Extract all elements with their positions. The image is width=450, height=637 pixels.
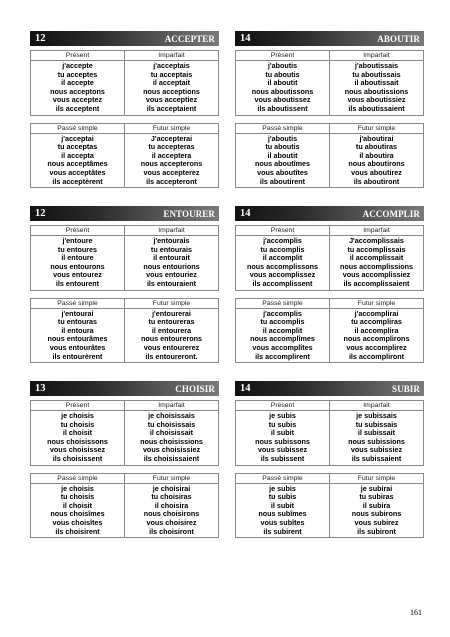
conjugated-form: vous accepterez [143,167,200,177]
conjugated-form: ils choisissent [52,453,103,463]
conjugated-form: ils choisissaient [143,453,200,463]
tense-label: Présent [236,51,329,61]
conjugated-form: j'aboutirai [359,133,394,143]
conjugated-form: il accomplissait [349,253,404,263]
conjugated-form: vous accomplissez [249,270,316,280]
conjugated-form: ils subirent [263,526,302,536]
conjugated-form: ils accompliront [348,351,405,361]
conjugated-form: je choisis [61,411,94,420]
conjugated-form: vous choisirez [146,517,197,527]
tense-table [30,400,219,466]
conjugated-form: nous accomplissions [339,261,414,271]
conjugated-form: nous entourâmes [47,334,108,344]
conjugated-form: tu accompliras [351,317,402,327]
conjugated-form: il choisit [62,500,93,510]
tense-column [30,473,125,539]
conjugated-form: ils accomplirent [255,351,310,361]
tense-column [330,123,424,189]
conjugated-form: nous entourons [50,261,105,271]
conjugated-form: nous aboutîmes [254,159,311,169]
tense-column [30,123,125,189]
conjugated-form: j'entourai [61,308,94,318]
conjugated-form: j'aboutis [267,133,298,143]
conjugated-form: tu subis [268,419,297,429]
conjugated-form: nous accomplîmes [250,334,315,344]
conjugated-form: ils subissaient [351,453,402,463]
verb-title: ABOUTIR [377,33,420,44]
tense-table [235,123,424,189]
tense-table [235,50,424,116]
conjugated-form: nous accepterons [140,159,203,169]
tense-column [30,50,125,116]
conjugated-form: tu accepteras [148,142,195,152]
tense-column [235,123,330,189]
verb-header [30,31,219,46]
conjugated-form: vous aboutîtes [257,167,308,177]
conjugated-form: nous entourions [143,261,200,271]
conjugated-form: vous accomplissiez [342,270,411,280]
verb-title: ACCEPTER [164,33,215,44]
conjugated-form: j'acceptais [153,61,190,70]
conjugated-form: il accomplira [354,325,399,335]
conjugated-form: ils entoureront. [145,351,198,361]
conjugated-form: vous entouriez [146,270,197,280]
conjugated-form: ils aboutissent [257,103,308,113]
tense-column [235,400,330,466]
conjugated-form: tu acceptais [150,69,193,79]
conjugated-form: vous subirez [354,517,399,527]
conjugated-form: il entourera [151,325,192,335]
conjugated-form: vous acceptiez [145,95,198,105]
conjugated-form: vous accomplîtes [252,342,313,352]
conjugated-form: j'accomplirai [354,308,399,318]
verb-card [30,206,219,373]
conjugated-form: il choisit [62,428,93,438]
tense-label: Futur simple [125,474,218,484]
conjugated-form: nous accomplirons [343,334,410,344]
tense-column [30,400,125,466]
verb-group-number: 14 [240,208,251,219]
conjugated-form: j'entoure [62,236,93,245]
conjugated-form: il accomplit [262,325,303,335]
conjugated-form: je choisirai [152,483,191,493]
conjugated-form: ils subissent [260,453,305,463]
conjugated-form: ils acceptaient [146,103,197,113]
verb-group-number: 14 [240,383,251,394]
conjugated-form: vous aboutirez [351,167,402,177]
verb-group-number: 13 [35,383,46,394]
tense-column [125,225,219,291]
conjugated-form: il subira [362,500,391,510]
tense-column [125,298,219,364]
tense-label: Présent [236,401,329,411]
tense-table [235,473,424,539]
conjugated-form: il aboutira [359,150,394,160]
conjugated-form: J'accomplissais [349,236,404,245]
conjugated-form: ils entouraient [146,278,197,288]
verb-header [235,31,424,46]
conjugated-form: ils aboutissaient [348,103,405,113]
conjugated-form: vous choisîtes [52,517,103,527]
verb-title: SUBIR [391,383,420,394]
conjugated-form: tu choisis [60,492,95,502]
conjugated-form: tu choisis [60,419,95,429]
conjugated-form: ils acceptent [55,103,100,113]
conjugated-form: tu acceptas [57,142,98,152]
tense-column [125,123,219,189]
conjugated-form: ils aboutiront [353,176,400,186]
verb-title: ACCOMPLIR [362,208,420,219]
conjugated-form: ils subiront [357,526,396,536]
tense-column [330,400,424,466]
conjugated-form: ils entourèrent [52,351,103,361]
conjugated-form: vous accomplirez [346,342,407,352]
conjugated-form: il aboutissait [354,78,399,88]
conjugated-form: nous acceptons [50,86,105,96]
conjugated-form: j'accomplis [263,236,302,245]
tense-label: Passé simple [31,474,124,484]
verb-header [30,381,219,396]
conjugated-form: tu acceptes [57,69,98,79]
conjugated-form: il entoure [61,253,94,263]
conjugated-form: nous acceptions [143,86,200,96]
conjugated-form: j'aboutissais [354,61,399,70]
conjugated-form: je subissais [356,411,397,420]
conjugated-form: nous aboutissons [251,86,314,96]
verb-group-number: 12 [35,208,46,219]
conjugated-form: il entourait [153,253,190,263]
conjugated-form: nous accomplissons [246,261,319,271]
conjugated-form: j'acceptai [61,133,94,143]
conjugated-form: nous subissons [255,436,310,446]
verb-card [235,206,424,373]
conjugated-form: vous entourerez [143,342,200,352]
tense-column [30,225,125,291]
conjugated-form: nous subissions [348,436,405,446]
tense-label: Futur simple [330,299,423,309]
tense-label: Imparfait [330,401,423,411]
tense-label: Présent [31,51,124,61]
conjugated-form: il accepta [61,150,94,160]
conjugated-form: nous choisissions [140,436,203,446]
tense-label: Futur simple [125,124,218,134]
conjugated-form: nous aboutirons [348,159,405,169]
conjugated-form: tu entouras [57,317,98,327]
verb-card [30,31,219,198]
conjugated-form: ils accepteront [146,176,197,186]
conjugated-form: vous acceptâtes [49,167,106,177]
conjugated-form: il subit [270,428,295,438]
conjugated-form: tu aboutissais [352,69,401,79]
conjugated-form: il aboutit [267,78,298,88]
conjugated-form: ils acceptèrent [52,176,103,186]
tense-label: Passé simple [31,124,124,134]
conjugated-form: nous choisissons [47,436,108,446]
verb-card [30,381,219,548]
tense-label: Imparfait [125,51,218,61]
conjugated-form: vous acceptez [52,95,103,105]
conjugated-form: vous entourez [53,270,102,280]
conjugated-form: il subit [270,500,295,510]
conjugated-form: j'aboutis [267,61,298,70]
conjugated-form: vous subissez [257,445,308,455]
tense-table [235,298,424,364]
tense-label: Imparfait [330,51,423,61]
conjugated-form: tu choisiras [151,492,192,502]
conjugated-form: nous entourerons [140,334,203,344]
verb-card [235,381,424,548]
conjugated-form: tu aboutis [265,142,300,152]
tense-label: Imparfait [330,226,423,236]
conjugated-form: ils choisiront [149,526,194,536]
tense-table [235,400,424,466]
conjugated-form: J'accepterai [150,133,193,143]
conjugation-grid [30,31,424,548]
conjugated-form: tu subiras [359,492,394,502]
conjugated-form: tu aboutis [265,69,300,79]
tense-column [30,298,125,364]
page-number: 161 [410,608,422,617]
tense-label: Futur simple [330,474,423,484]
tense-label: Futur simple [125,299,218,309]
conjugated-form: ils entourent [55,278,100,288]
tense-table [30,298,219,364]
conjugated-form: vous subissiez [350,445,403,455]
conjugated-form: nous choisirons [143,509,200,519]
verb-group-number: 12 [35,33,46,44]
conjugated-form: j'entourerai [152,308,191,318]
verb-group-number: 14 [240,33,251,44]
conjugated-form: tu aboutiras [355,142,398,152]
conjugated-form: tu subis [268,492,297,502]
tense-table [235,225,424,291]
conjugated-form: il acceptait [152,78,191,88]
verb-title: ENTOURER [163,208,215,219]
tense-column [330,50,424,116]
tense-column [235,225,330,291]
verb-card [235,31,424,198]
tense-column [235,298,330,364]
conjugated-form: il entoura [61,325,94,335]
conjugated-form: il aboutit [267,150,298,160]
conjugated-form: ils aboutirent [259,176,306,186]
tense-table [30,50,219,116]
conjugated-form: ils accomplissaient [343,278,410,288]
conjugated-form: j'entourais [153,236,190,245]
tense-column [125,473,219,539]
conjugated-form: il acceptera [151,150,192,160]
verb-header [30,206,219,221]
conjugated-form: je choisissais [148,411,195,420]
conjugated-form: j'accepte [62,61,93,70]
conjugated-form: il accomplit [262,253,303,263]
tense-label: Présent [236,226,329,236]
conjugated-form: tu accomplissais [347,244,406,254]
conjugated-form: ils accomplissent [252,278,313,288]
conjugated-form: il choisissait [149,428,194,438]
tense-label: Passé simple [31,299,124,309]
tense-column [235,50,330,116]
verb-header [235,381,424,396]
conjugated-form: nous subirons [351,509,402,519]
conjugated-form: ils choisirent [55,526,100,536]
conjugated-form: tu entourais [150,244,193,254]
verb-title: CHOISIR [175,383,215,394]
conjugated-form: je subis [269,411,296,420]
tense-label: Passé simple [236,299,329,309]
conjugated-form: vous entourâtes [49,342,106,352]
conjugated-form: vous choisissez [49,445,106,455]
conjugated-form: je subirai [360,483,393,493]
tense-column [125,50,219,116]
tense-table [30,123,219,189]
tense-table [30,225,219,291]
conjugated-form: je choisis [61,483,94,493]
conjugated-form: tu subissais [355,419,398,429]
tense-label: Imparfait [125,401,218,411]
conjugated-form: vous aboutissez [254,95,311,105]
conjugated-form: il choisira [154,500,189,510]
conjugated-form: tu entoureras [148,317,195,327]
tense-column [125,400,219,466]
conjugated-form: tu choisissais [147,419,196,429]
verb-header [235,206,424,221]
tense-table [30,473,219,539]
tense-label: Futur simple [330,124,423,134]
tense-column [235,473,330,539]
tense-column [330,225,424,291]
tense-column [330,473,424,539]
conjugated-form: vous choisissiez [142,445,201,455]
tense-label: Passé simple [236,124,329,134]
conjugated-form: nous choisîmes [50,509,105,519]
conjugated-form: tu entoures [57,244,98,254]
conjugated-form: nous aboutissions [344,86,409,96]
conjugated-form: je subis [269,483,296,493]
conjugated-form: il subissait [357,428,396,438]
conjugated-form: nous subîmes [258,509,307,519]
tense-column [330,298,424,364]
conjugated-form: vous subîtes [260,517,305,527]
conjugated-form: nous acceptâmes [47,159,108,169]
tense-label: Passé simple [236,474,329,484]
conjugated-form: j'accomplis [263,308,302,318]
conjugated-form: tu accomplis [260,317,305,327]
tense-label: Présent [31,401,124,411]
conjugated-form: tu accomplis [260,244,305,254]
conjugated-form: vous aboutissiez [347,95,406,105]
tense-label: Imparfait [125,226,218,236]
conjugated-form: il accepte [61,78,94,88]
tense-label: Présent [31,226,124,236]
